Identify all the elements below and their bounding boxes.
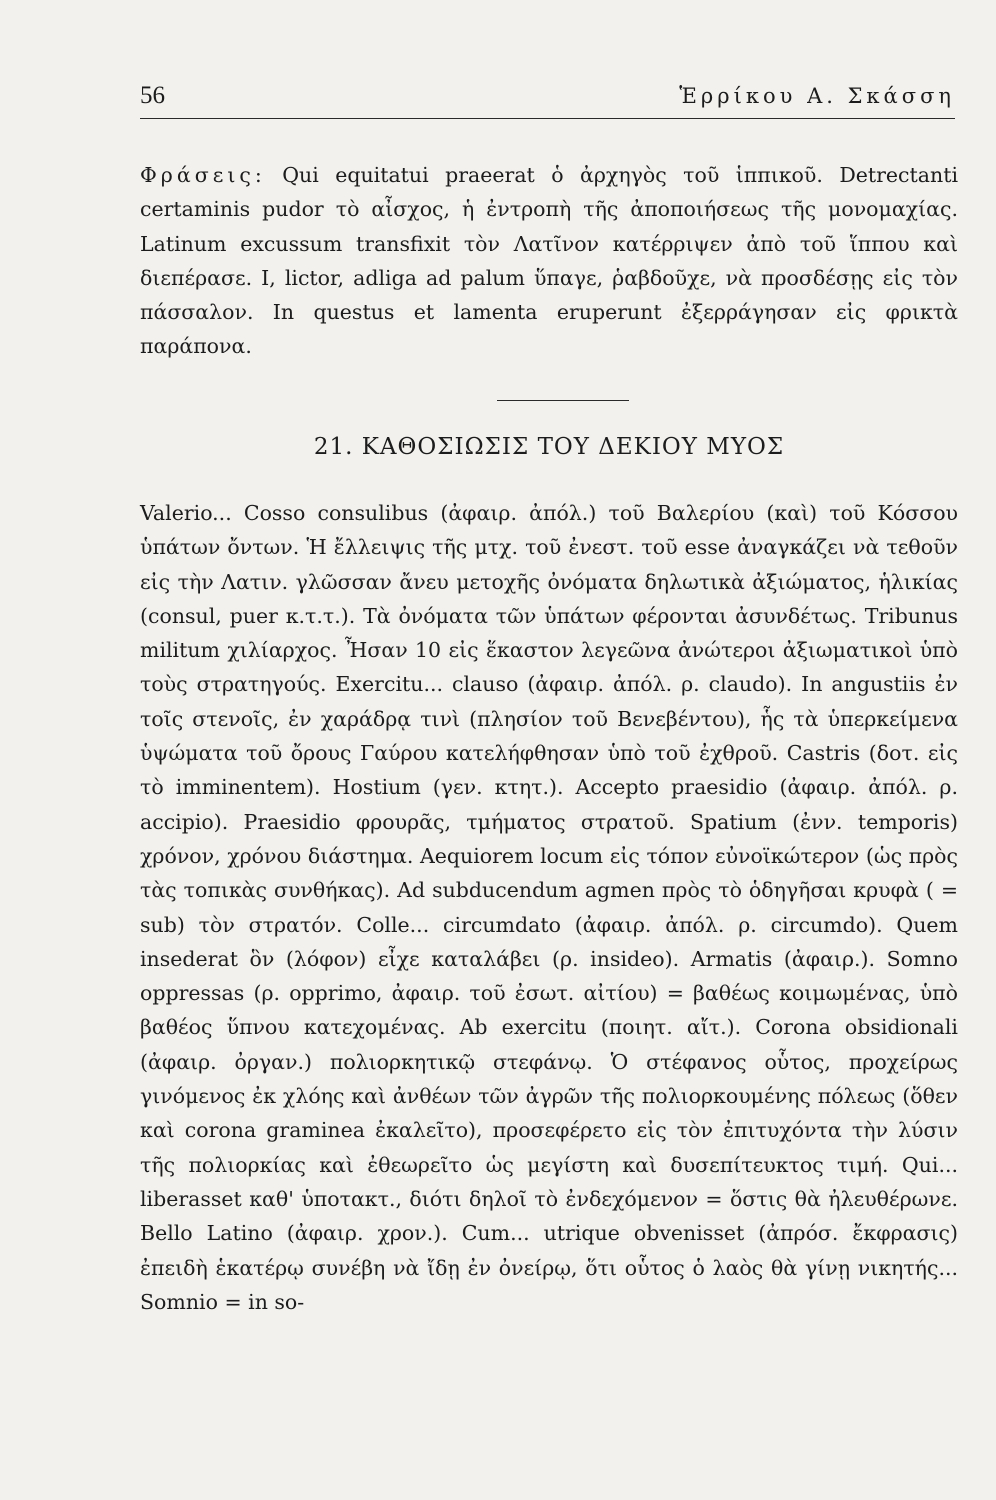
page-number: 56: [140, 82, 165, 109]
section-divider: [497, 400, 629, 401]
body-paragraph: [140, 496, 958, 1319]
phrases-label: Φράσεις:: [140, 163, 266, 187]
phrases-paragraph: [140, 158, 958, 364]
page-header: [140, 78, 955, 119]
body-text: Valerio... Cosso consulibus (ἀφαιρ. ἀπόλ.) τοῦ Βαλερίου (καὶ) τοῦ Κόσσου ὑπάτων ὄντων. Ἡ ἔλλειψις τῆς μτχ. τοῦ ἐνεστ. τοῦ esse ἀναγκάζει νὰ τεθοῦν εἰς τὴν Λατιν. γλῶσσαν ἄνευ μετοχῆς ὀνόματα δηλωτικὰ ἀξιώματος, ἡλικίας (consul, puer κ.τ.τ.). Τὰ ὀνόματα τῶν ὑπάτων φέρονται ἀσυνδέτως. Tribunus militum χιλίαρχος. Ἦσαν 10 εἰς ἕκαστον λεγεῶνα ἀνώτεροι ἀξιωματικοὶ ὑπὸ τοὺς στρατηγούς. Exercitu... clauso (ἀφαιρ. ἀπόλ. ρ. claudo). In angustiis ἐν τοῖς στενοῖς, ἐν χαράδρᾳ τινὶ (πλησίον τοῦ Βενεβέντου), ἧς τὰ ὑπερκείμενα ὑψώματα τοῦ ὄρους Γαύρου κατελήφθησαν ὑπὸ τοῦ ἐχθροῦ. Castris (δοτ. εἰς τὸ imminentem). Hostium (γεν. κτητ.). Accepto praesidio (ἀφαιρ. ἀπόλ. ρ. accipio). Praesidio φρουρᾶς, τμήματος στρατοῦ. Spatium (ἐνν. temporis) χρόνον, χρόνου διάστημα. Aequiorem locum εἰς τόπον εὐνοϊκώτερον (ὡς πρὸς τὰς τοπικὰς συνθήκας). Ad subducendum agmen πρὸς τὸ ὁδηγῆσαι κρυφὰ ( = sub) τὸν στρατόν. Colle... circumdato (ἀφαιρ. ἀπόλ. ρ. circumdo). Quem insederat ὃν (λόφον) εἶχε καταλάβει (ρ. insideo). Armatis (ἀφαιρ.). Somno oppressas (ρ. opprimo, ἀφαιρ. τοῦ ἐσωτ. αἰτίου) = βαθέως κοιμωμένας, ὑπὸ βαθέος ὕπνου κατεχομένας. Ab exercitu (ποιητ. αἴτ.). Corona obsidionali (ἀφαιρ. ὀργαν.) πολιορκητικῷ στεφάνῳ. Ὁ στέφανος οὗτος, προχείρως γινόμενος ἐκ χλόης καὶ ἀνθέων τῶν ἀγρῶν τῆς πολιορκουμένης πόλεως (ὅθεν καὶ corona graminea ἐκαλεῖτο), προσεφέρετο εἰς τὸν ἐπιτυχόντα τὴν λύσιν τῆς πολιορκίας καὶ ἐθεωρεῖτο ὡς μεγίστη καὶ δυσεπίτευκτος τιμή. Qui... liberasset καθ' ὑποτακτ., διότι δηλοῖ τὸ ἐνδεχόμενον = ὅστις θὰ ἠλευθέρωνε. Bello Latino (ἀφαιρ. χρον.). Cum... utrique obvenisset (ἀπρόσ. ἔκφρασις) ἐπειδὴ ἑκατέρῳ συνέβη νὰ ἴδῃ ἐν ὀνείρῳ, ὅτι οὗτος ὁ λαὸς θὰ γίνῃ νικητής... Somnio = in so-: [140, 501, 958, 1314]
phrases-text: Qui equitatui praeerat ὁ ἀρχηγὸς τοῦ ἱππικοῦ. Detrectanti certaminis pudor τὸ αἶσχος, ἡ ἐντροπὴ τῆς ἀποποιήσεως τῆς μονομαχίας. Latinum excussum transfixit τὸν Λατῖνον κατέρριψεν ἀπὸ τοῦ ἵππου καὶ διεπέρασε. I, lictor, adliga ad palum ὕπαγε, ῥαβδοῦχε, νὰ προσδέσῃς εἰς τὸν πάσσαλον. In questus et lamenta eruperunt ἐξερράγησαν εἰς φρικτὰ παράπονα.: [140, 163, 958, 359]
running-head: Ἑρρίκου Α. Σκάσση: [679, 84, 955, 108]
section-title: 21. ΚΑΘΟΣΙΩΣΙΣ ΤΟΥ ΔΕΚΙΟΥ ΜΥΟΣ: [313, 434, 785, 460]
